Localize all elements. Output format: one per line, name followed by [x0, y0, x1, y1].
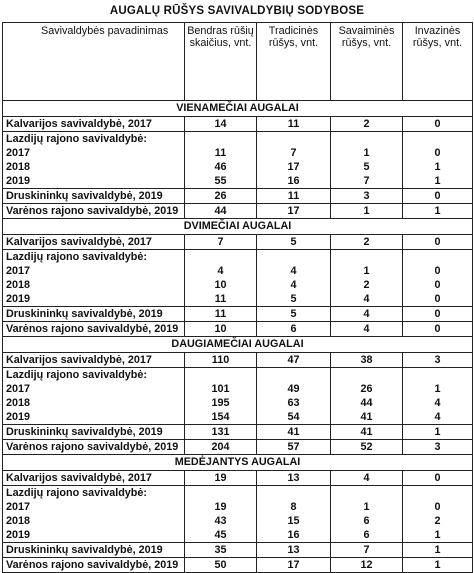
section-title: MEDĖJANTYS AUGALAI	[3, 455, 473, 471]
header-traditional: Tradicinės rūšys, vnt.	[257, 23, 331, 101]
cell-traditional: 17	[257, 160, 331, 174]
table-row	[3, 307, 473, 322]
table-row	[3, 160, 473, 174]
section-header-row	[3, 101, 473, 117]
cell-traditional: 54	[257, 410, 331, 425]
cell-invasive: 0	[403, 307, 473, 322]
cell-traditional: 4	[257, 264, 331, 278]
table-row	[3, 514, 473, 528]
cell-traditional	[257, 132, 331, 147]
row-label: Varėnos rajono savivaldybė, 2019	[3, 440, 185, 455]
cell-native: 12	[331, 558, 403, 573]
header-total: Bendras rūšių skaičius, vnt.	[185, 23, 257, 101]
row-label: 2019	[3, 410, 185, 425]
row-label: Lazdijų rajono savivaldybė:	[3, 132, 185, 147]
cell-total: 204	[185, 440, 257, 455]
table-row	[3, 368, 473, 383]
cell-invasive: 3	[403, 353, 473, 368]
cell-invasive: 1	[403, 543, 473, 558]
cell-native: 2	[331, 117, 403, 132]
cell-total: 131	[185, 425, 257, 440]
cell-native: 41	[331, 425, 403, 440]
cell-invasive: 2	[403, 514, 473, 528]
table-row	[3, 146, 473, 160]
cell-native: 4	[331, 322, 403, 337]
cell-traditional: 49	[257, 382, 331, 396]
cell-invasive: 4	[403, 410, 473, 425]
section-header-row	[3, 455, 473, 471]
cell-invasive	[403, 132, 473, 147]
row-label: 2017	[3, 264, 185, 278]
cell-traditional: 4	[257, 278, 331, 292]
cell-traditional: 13	[257, 543, 331, 558]
cell-native: 44	[331, 396, 403, 410]
row-label: Kalvarijos savivaldybė, 2017	[3, 353, 185, 368]
cell-total: 101	[185, 382, 257, 396]
cell-invasive: 4	[403, 396, 473, 410]
cell-total	[185, 250, 257, 265]
cell-total: 46	[185, 160, 257, 174]
cell-total: 19	[185, 471, 257, 486]
cell-traditional: 57	[257, 440, 331, 455]
cell-total: 43	[185, 514, 257, 528]
row-label: Kalvarijos savivaldybė, 2017	[3, 471, 185, 486]
cell-traditional: 6	[257, 322, 331, 337]
cell-invasive: 0	[403, 471, 473, 486]
header-name: Savivaldybės pavadinimas	[3, 23, 185, 101]
row-label: Druskininkų savivaldybė, 2019	[3, 543, 185, 558]
cell-invasive: 0	[403, 500, 473, 514]
table-row	[3, 353, 473, 368]
cell-total: 45	[185, 528, 257, 543]
cell-invasive	[403, 486, 473, 501]
cell-traditional: 5	[257, 235, 331, 250]
cell-invasive: 1	[403, 558, 473, 573]
row-label: Druskininkų savivaldybė, 2019	[3, 425, 185, 440]
cell-native: 38	[331, 353, 403, 368]
cell-invasive	[403, 368, 473, 383]
table-row	[3, 235, 473, 250]
row-label: 2018	[3, 514, 185, 528]
cell-native: 2	[331, 235, 403, 250]
row-label: 2019	[3, 528, 185, 543]
cell-native: 52	[331, 440, 403, 455]
cell-traditional: 15	[257, 514, 331, 528]
cell-traditional: 7	[257, 146, 331, 160]
table-row	[3, 264, 473, 278]
row-label: 2017	[3, 382, 185, 396]
section-title: DVIMEČIAI AUGALAI	[3, 219, 473, 235]
header-row	[3, 23, 473, 101]
cell-traditional	[257, 368, 331, 383]
table-row	[3, 425, 473, 440]
cell-native: 2	[331, 278, 403, 292]
section-header-row	[3, 337, 473, 353]
row-label: 2017	[3, 146, 185, 160]
cell-total: 110	[185, 353, 257, 368]
header-native: Savaiminės rūšys, vnt.	[331, 23, 403, 101]
cell-traditional: 47	[257, 353, 331, 368]
table-row	[3, 528, 473, 543]
section-title: VIENAMEČIAI AUGALAI	[3, 101, 473, 117]
cell-traditional: 13	[257, 471, 331, 486]
cell-native: 4	[331, 292, 403, 307]
cell-traditional: 41	[257, 425, 331, 440]
cell-invasive: 0	[403, 189, 473, 204]
cell-native: 4	[331, 307, 403, 322]
table-body	[3, 101, 473, 573]
cell-total: 55	[185, 174, 257, 189]
cell-traditional: 8	[257, 500, 331, 514]
table-row	[3, 558, 473, 573]
table-row	[3, 132, 473, 147]
row-label: Kalvarijos savivaldybė, 2017	[3, 235, 185, 250]
cell-total: 154	[185, 410, 257, 425]
table-row	[3, 471, 473, 486]
row-label: 2018	[3, 278, 185, 292]
cell-native	[331, 368, 403, 383]
cell-total: 35	[185, 543, 257, 558]
cell-total: 44	[185, 204, 257, 219]
cell-traditional	[257, 250, 331, 265]
table-row	[3, 486, 473, 501]
row-label: Kalvarijos savivaldybė, 2017	[3, 117, 185, 132]
row-label: 2018	[3, 160, 185, 174]
row-label: Druskininkų savivaldybė, 2019	[3, 189, 185, 204]
table-row	[3, 410, 473, 425]
cell-native: 1	[331, 204, 403, 219]
cell-invasive: 1	[403, 204, 473, 219]
cell-total: 26	[185, 189, 257, 204]
row-label: Lazdijų rajono savivaldybė:	[3, 250, 185, 265]
cell-native: 4	[331, 471, 403, 486]
cell-traditional: 5	[257, 307, 331, 322]
row-label: 2017	[3, 500, 185, 514]
row-label: Druskininkų savivaldybė, 2019	[3, 307, 185, 322]
cell-total: 19	[185, 500, 257, 514]
cell-total: 11	[185, 292, 257, 307]
row-label: 2018	[3, 396, 185, 410]
cell-total	[185, 368, 257, 383]
cell-invasive: 1	[403, 174, 473, 189]
cell-traditional: 11	[257, 117, 331, 132]
row-label: Lazdijų rajono savivaldybė:	[3, 368, 185, 383]
row-label: Varėnos rajono savivaldybė, 2019	[3, 322, 185, 337]
cell-native	[331, 132, 403, 147]
cell-invasive: 0	[403, 117, 473, 132]
cell-invasive	[403, 250, 473, 265]
table-row	[3, 189, 473, 204]
cell-total: 195	[185, 396, 257, 410]
table-row	[3, 292, 473, 307]
cell-invasive: 0	[403, 322, 473, 337]
table-row	[3, 278, 473, 292]
cell-invasive: 1	[403, 425, 473, 440]
cell-native: 1	[331, 264, 403, 278]
cell-traditional	[257, 486, 331, 501]
cell-invasive: 3	[403, 440, 473, 455]
cell-total: 50	[185, 558, 257, 573]
cell-total: 10	[185, 322, 257, 337]
cell-traditional: 16	[257, 174, 331, 189]
cell-total: 11	[185, 307, 257, 322]
cell-total: 10	[185, 278, 257, 292]
cell-invasive: 0	[403, 146, 473, 160]
table-row	[3, 382, 473, 396]
table-row	[3, 322, 473, 337]
cell-total	[185, 486, 257, 501]
table-row	[3, 204, 473, 219]
cell-invasive: 1	[403, 160, 473, 174]
cell-native: 41	[331, 410, 403, 425]
cell-native: 1	[331, 500, 403, 514]
cell-invasive: 0	[403, 292, 473, 307]
table-row	[3, 500, 473, 514]
cell-invasive: 0	[403, 235, 473, 250]
table-row	[3, 440, 473, 455]
cell-native: 7	[331, 543, 403, 558]
cell-native: 5	[331, 160, 403, 174]
cell-native: 26	[331, 382, 403, 396]
row-label: 2019	[3, 174, 185, 189]
table-row	[3, 396, 473, 410]
table-row	[3, 117, 473, 132]
cell-total	[185, 132, 257, 147]
cell-native: 1	[331, 146, 403, 160]
cell-total: 11	[185, 146, 257, 160]
table-row	[3, 174, 473, 189]
cell-total: 14	[185, 117, 257, 132]
section-title: DAUGIAMEČIAI AUGALAI	[3, 337, 473, 353]
cell-invasive: 1	[403, 382, 473, 396]
cell-total: 7	[185, 235, 257, 250]
cell-total: 4	[185, 264, 257, 278]
cell-traditional: 17	[257, 558, 331, 573]
header-invasive: Invazinės rūšys, vnt.	[403, 23, 473, 101]
cell-invasive: 0	[403, 278, 473, 292]
cell-native	[331, 486, 403, 501]
cell-invasive: 1	[403, 528, 473, 543]
species-table	[2, 22, 473, 573]
row-label: Lazdijų rajono savivaldybė:	[3, 486, 185, 501]
table-title: AUGALŲ RŪŠYS SAVIVALDYBIŲ SODYBOSE	[109, 5, 365, 17]
row-label: Varėnos rajono savivaldybė, 2019	[3, 204, 185, 219]
cell-traditional: 5	[257, 292, 331, 307]
cell-traditional: 17	[257, 204, 331, 219]
cell-native: 7	[331, 174, 403, 189]
row-label: Varėnos rajono savivaldybė, 2019	[3, 558, 185, 573]
cell-invasive: 0	[403, 264, 473, 278]
cell-native: 6	[331, 514, 403, 528]
cell-traditional: 11	[257, 189, 331, 204]
section-header-row	[3, 219, 473, 235]
table-row	[3, 543, 473, 558]
cell-native: 6	[331, 528, 403, 543]
table-row	[3, 250, 473, 265]
cell-native: 3	[331, 189, 403, 204]
cell-native	[331, 250, 403, 265]
cell-traditional: 16	[257, 528, 331, 543]
row-label: 2019	[3, 292, 185, 307]
cell-traditional: 63	[257, 396, 331, 410]
